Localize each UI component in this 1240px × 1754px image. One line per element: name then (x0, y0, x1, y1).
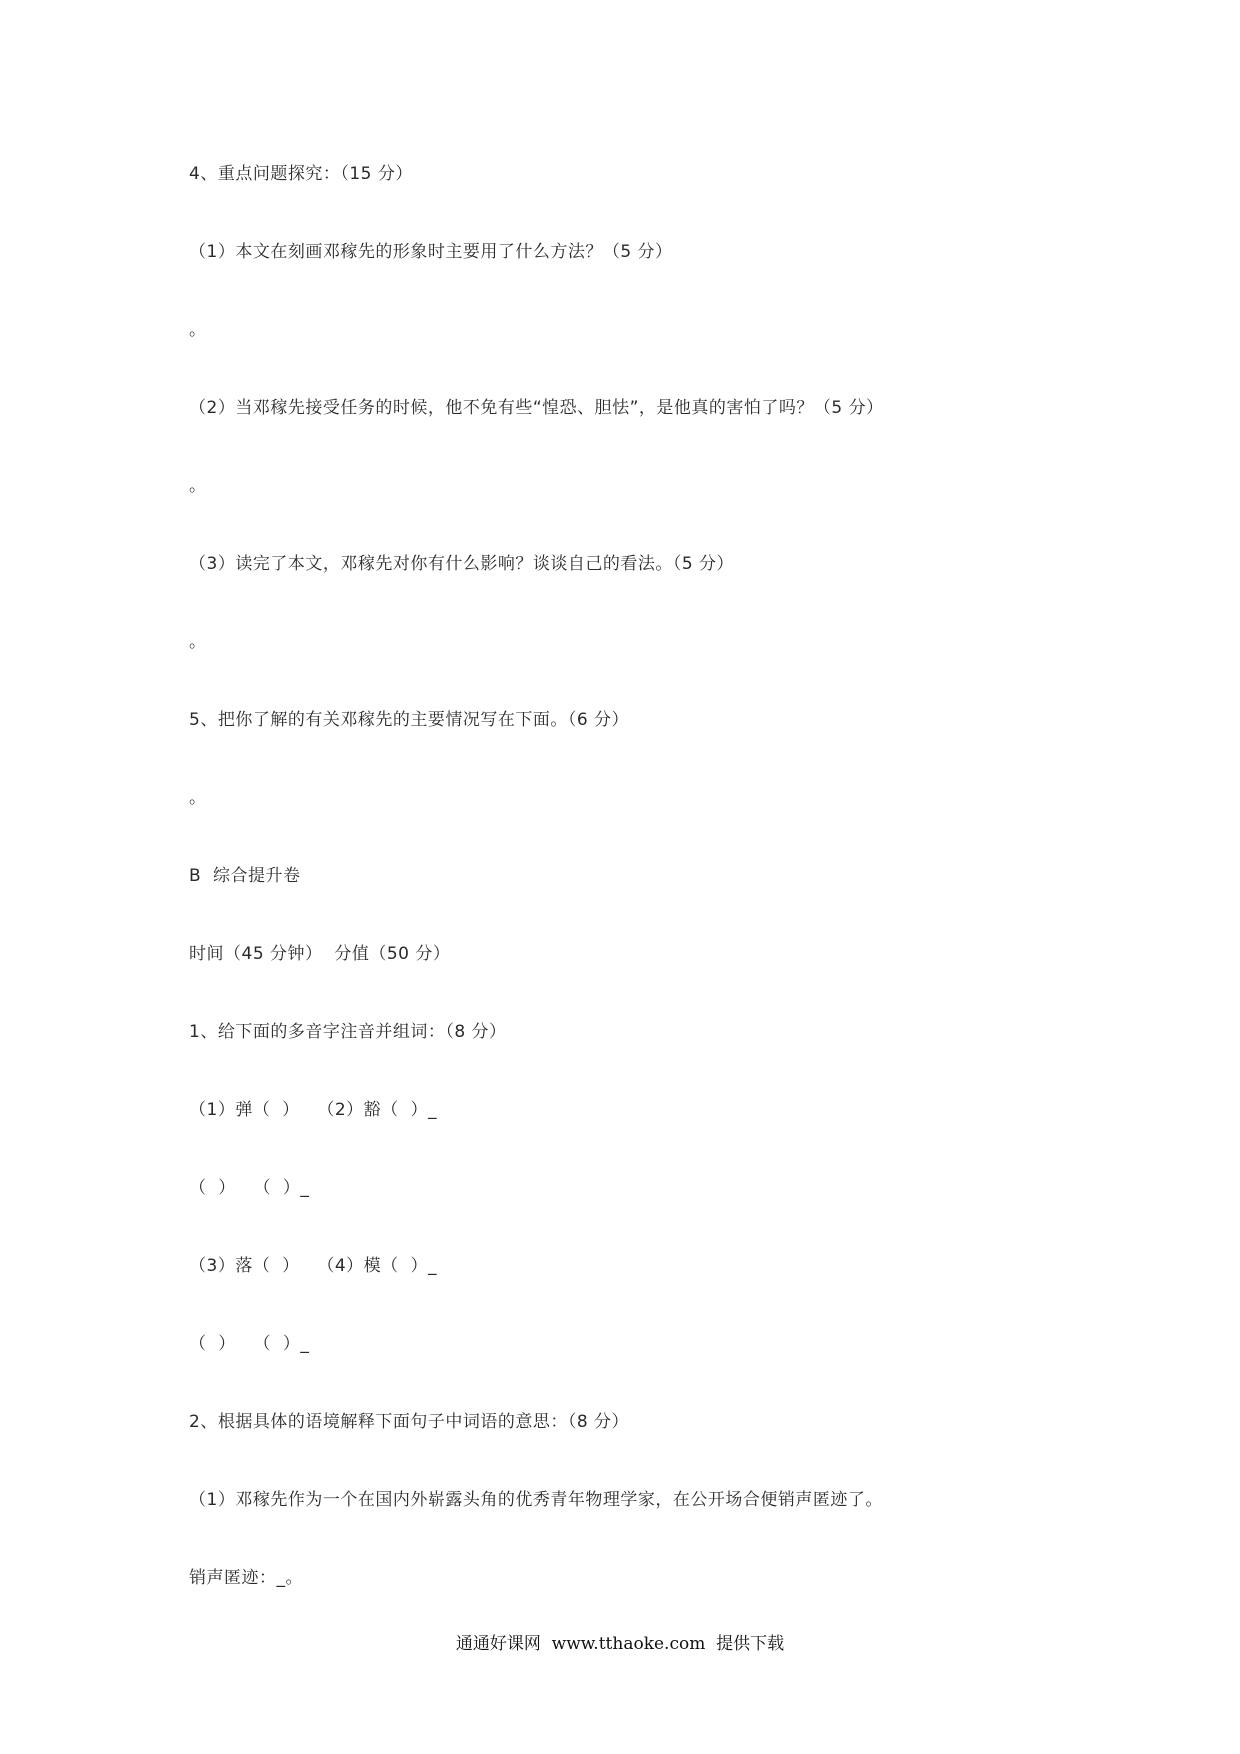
question-b1-row-2: （ ） （ ）_ (189, 1178, 310, 1198)
answer-blank-4-3: 。 (189, 632, 207, 652)
question-4-heading: 4、重点问题探究：（15 分） (189, 164, 413, 184)
question-b1-row-3: （3）落（ ） （4）模（ ）_ (189, 1256, 437, 1276)
section-b-title: B 综合提升卷 (189, 866, 301, 886)
question-b1: 1、给下面的多音字注音并组词：（8 分） (189, 1022, 507, 1042)
answer-blank-4-2: 。 (189, 476, 207, 496)
answer-blank-b2-1: 销声匿迹：_。 (189, 1568, 303, 1588)
question-b1-row-4: （ ） （ ）_ (189, 1334, 310, 1354)
page-footer: 通通好课网 www.tthaoke.com 提供下载 (455, 1634, 785, 1654)
question-b2: 2、根据具体的语境解释下面句子中词语的意思：（8 分） (189, 1412, 630, 1432)
question-4-3: （3）读完了本文，邓稼先对你有什么影响？谈谈自己的看法。（5 分） (189, 554, 735, 574)
question-b1-row-1: （1）弹（ ） （2）豁（ ）_ (189, 1100, 437, 1120)
time-and-score: 时间（45 分钟） 分值（50 分） (189, 944, 451, 964)
question-4-2: （2）当邓稼先接受任务的时候，他不免有些“惶恐、胆怯”，是他真的害怕了吗？（5 分） (189, 398, 884, 418)
question-5: 5、把你了解的有关邓稼先的主要情况写在下面。（6 分） (189, 710, 630, 730)
answer-blank-4-1: 。 (189, 320, 207, 340)
answer-blank-5: 。 (189, 788, 207, 808)
question-4-1: （1）本文在刻画邓稼先的形象时主要用了什么方法？（5 分） (189, 242, 673, 262)
question-b2-1: （1）邓稼先作为一个在国内外崭露头角的优秀青年物理学家，在公开场合便销声匿迹了。 (189, 1490, 883, 1510)
